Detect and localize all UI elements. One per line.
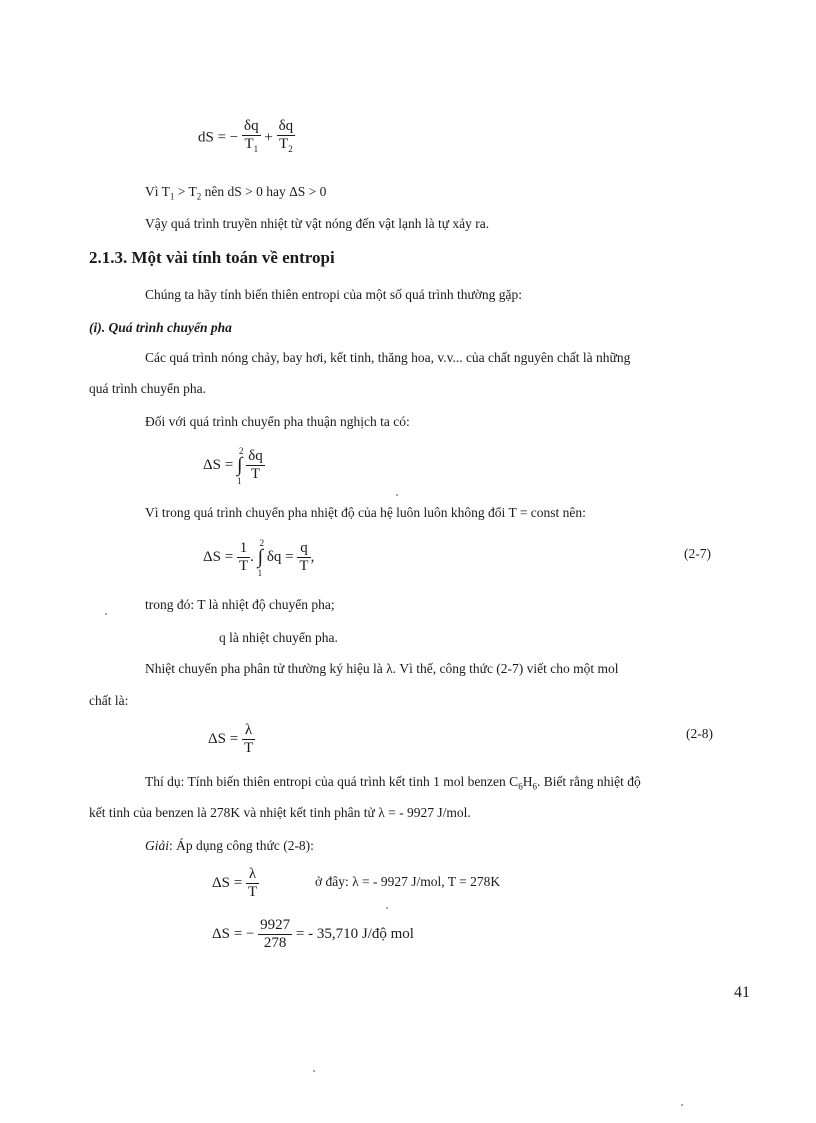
subsection-heading: (i). Quá trình chuyển pha <box>89 320 232 335</box>
equation-lhs: ΔS = <box>203 457 234 473</box>
intro-paragraph: Chúng ta hãy tính biến thiên entropi của một số quá trình thường gặp: <box>145 287 523 302</box>
equation-2-7 <box>203 538 315 578</box>
equation-lhs: ΔS = − <box>212 926 255 942</box>
integral-lower-limit: 1 <box>257 568 263 578</box>
subscript: 2 <box>288 144 293 154</box>
integral-sign: ∫ 2 1 <box>236 446 244 486</box>
comma: , <box>310 549 315 565</box>
fraction-numerator: δq <box>278 118 294 134</box>
fraction-denominator: T <box>299 558 309 574</box>
subscript: 1 <box>169 191 175 202</box>
equation-note: ở đây: λ = - 9927 J/mol, T = 278K <box>315 874 501 889</box>
text: . Biết rằng nhiệt độ <box>536 774 641 789</box>
text: Vì T <box>145 184 170 199</box>
example-line: kết tinh của benzen là 278K và nhiệt kết tinh phân tử λ = - 9927 J/mol. <box>89 805 471 820</box>
fraction-denominator <box>242 136 261 158</box>
plus-sign: + <box>264 129 273 146</box>
equation-number: (2-8) <box>686 726 713 741</box>
equation-ds <box>198 118 295 158</box>
solution-label: Giải <box>145 838 170 853</box>
fraction <box>237 540 250 575</box>
fraction-denominator: T <box>250 466 261 482</box>
fraction-numerator: δq <box>248 448 263 464</box>
subscript: 6 <box>532 781 537 792</box>
dot-operator: . <box>250 549 254 565</box>
integral-upper-limit: 2 <box>259 538 265 548</box>
fraction <box>246 448 265 483</box>
equation-middle: δq = <box>266 549 294 565</box>
equation-rhs: = - 35,710 J/độ mol <box>295 926 414 942</box>
equation-lhs: ΔS = <box>208 731 239 747</box>
subscript: 2 <box>196 191 202 202</box>
fraction-denominator: T <box>243 740 254 756</box>
integral-lower-limit: 1 <box>236 476 242 486</box>
text: Thí dụ: Tính biến thiên entropi của quá trình kết tinh 1 mol benzen C <box>145 774 519 789</box>
page-number: 41 <box>734 984 750 1001</box>
fraction-numerator: δq <box>244 118 259 134</box>
subscript: 1 <box>253 144 259 154</box>
fraction <box>242 722 255 757</box>
scan-speck <box>386 907 388 909</box>
example-line <box>145 774 641 792</box>
integral-upper-limit: 2 <box>238 446 244 456</box>
paragraph-line: Các quá trình nóng chảy, bay hơi, kết tinh, thăng hoa, v.v... của chất nguyên chất là những <box>145 350 631 365</box>
paragraph-line: Vì trong quá trình chuyển pha nhiệt độ của hệ luôn luôn không đổi T = const nên: <box>145 505 586 520</box>
fraction-denominator <box>277 136 296 158</box>
scan-speck <box>313 1070 315 1072</box>
paragraph-line: quá trình chuyển pha. <box>89 381 206 396</box>
fraction-denominator: 278 <box>263 935 287 951</box>
equation-solution-2 <box>212 917 414 952</box>
section-heading: 2.1.3. Một vài tính toán về entropi <box>89 248 335 267</box>
equation-2-8 <box>208 722 255 757</box>
integral-sign: ∫ 2 1 <box>257 538 265 578</box>
scan-speck <box>396 494 398 496</box>
text-line-condition <box>145 184 326 202</box>
fraction-numerator: λ <box>242 722 255 740</box>
equation-integral <box>203 446 265 486</box>
fraction-denominator: T <box>247 884 258 900</box>
subscript: 6 <box>518 781 523 792</box>
fraction-numerator: q <box>297 540 310 558</box>
equation-lhs: dS = − <box>198 129 239 146</box>
definition-line: q là nhiệt chuyển pha. <box>219 630 338 645</box>
solution-line <box>145 838 314 854</box>
text-line-conclusion: Vậy quá trình truyền nhiệt từ vật nóng đến vật lạnh là tự xảy ra. <box>145 216 490 231</box>
fraction-numerator: λ <box>246 866 259 884</box>
definition-line: trong đó: T là nhiệt độ chuyển pha; <box>145 597 335 612</box>
symbol: T <box>244 136 254 152</box>
scan-speck <box>681 1104 683 1106</box>
scan-speck <box>105 613 107 615</box>
text: : Áp dụng công thức (2-8): <box>169 838 314 853</box>
fraction-numerator: 9927 <box>260 917 291 933</box>
fraction-numerator: 1 <box>237 540 250 558</box>
fraction <box>242 118 261 158</box>
text: > T <box>174 184 197 199</box>
fraction <box>246 866 259 901</box>
fraction-denominator: T <box>238 558 249 574</box>
fraction <box>297 540 310 575</box>
equation-number: (2-7) <box>684 546 711 561</box>
paragraph-line: Nhiệt chuyển pha phân tử thường ký hiệu là λ. Vì thế, công thức (2-7) viết cho một mol <box>145 661 619 676</box>
paragraph-line: chất là: <box>89 693 129 708</box>
symbol: T <box>279 136 289 152</box>
fraction <box>277 118 296 158</box>
fraction <box>258 917 292 952</box>
text: nên dS > 0 hay ΔS > 0 <box>201 184 327 199</box>
equation-lhs: ΔS = <box>212 875 243 891</box>
equation-solution-1 <box>212 866 259 901</box>
text: H <box>522 774 533 789</box>
equation-lhs: ΔS = <box>203 549 234 565</box>
paragraph-line: Đối với quá trình chuyển pha thuận nghịch ta có: <box>145 414 410 429</box>
